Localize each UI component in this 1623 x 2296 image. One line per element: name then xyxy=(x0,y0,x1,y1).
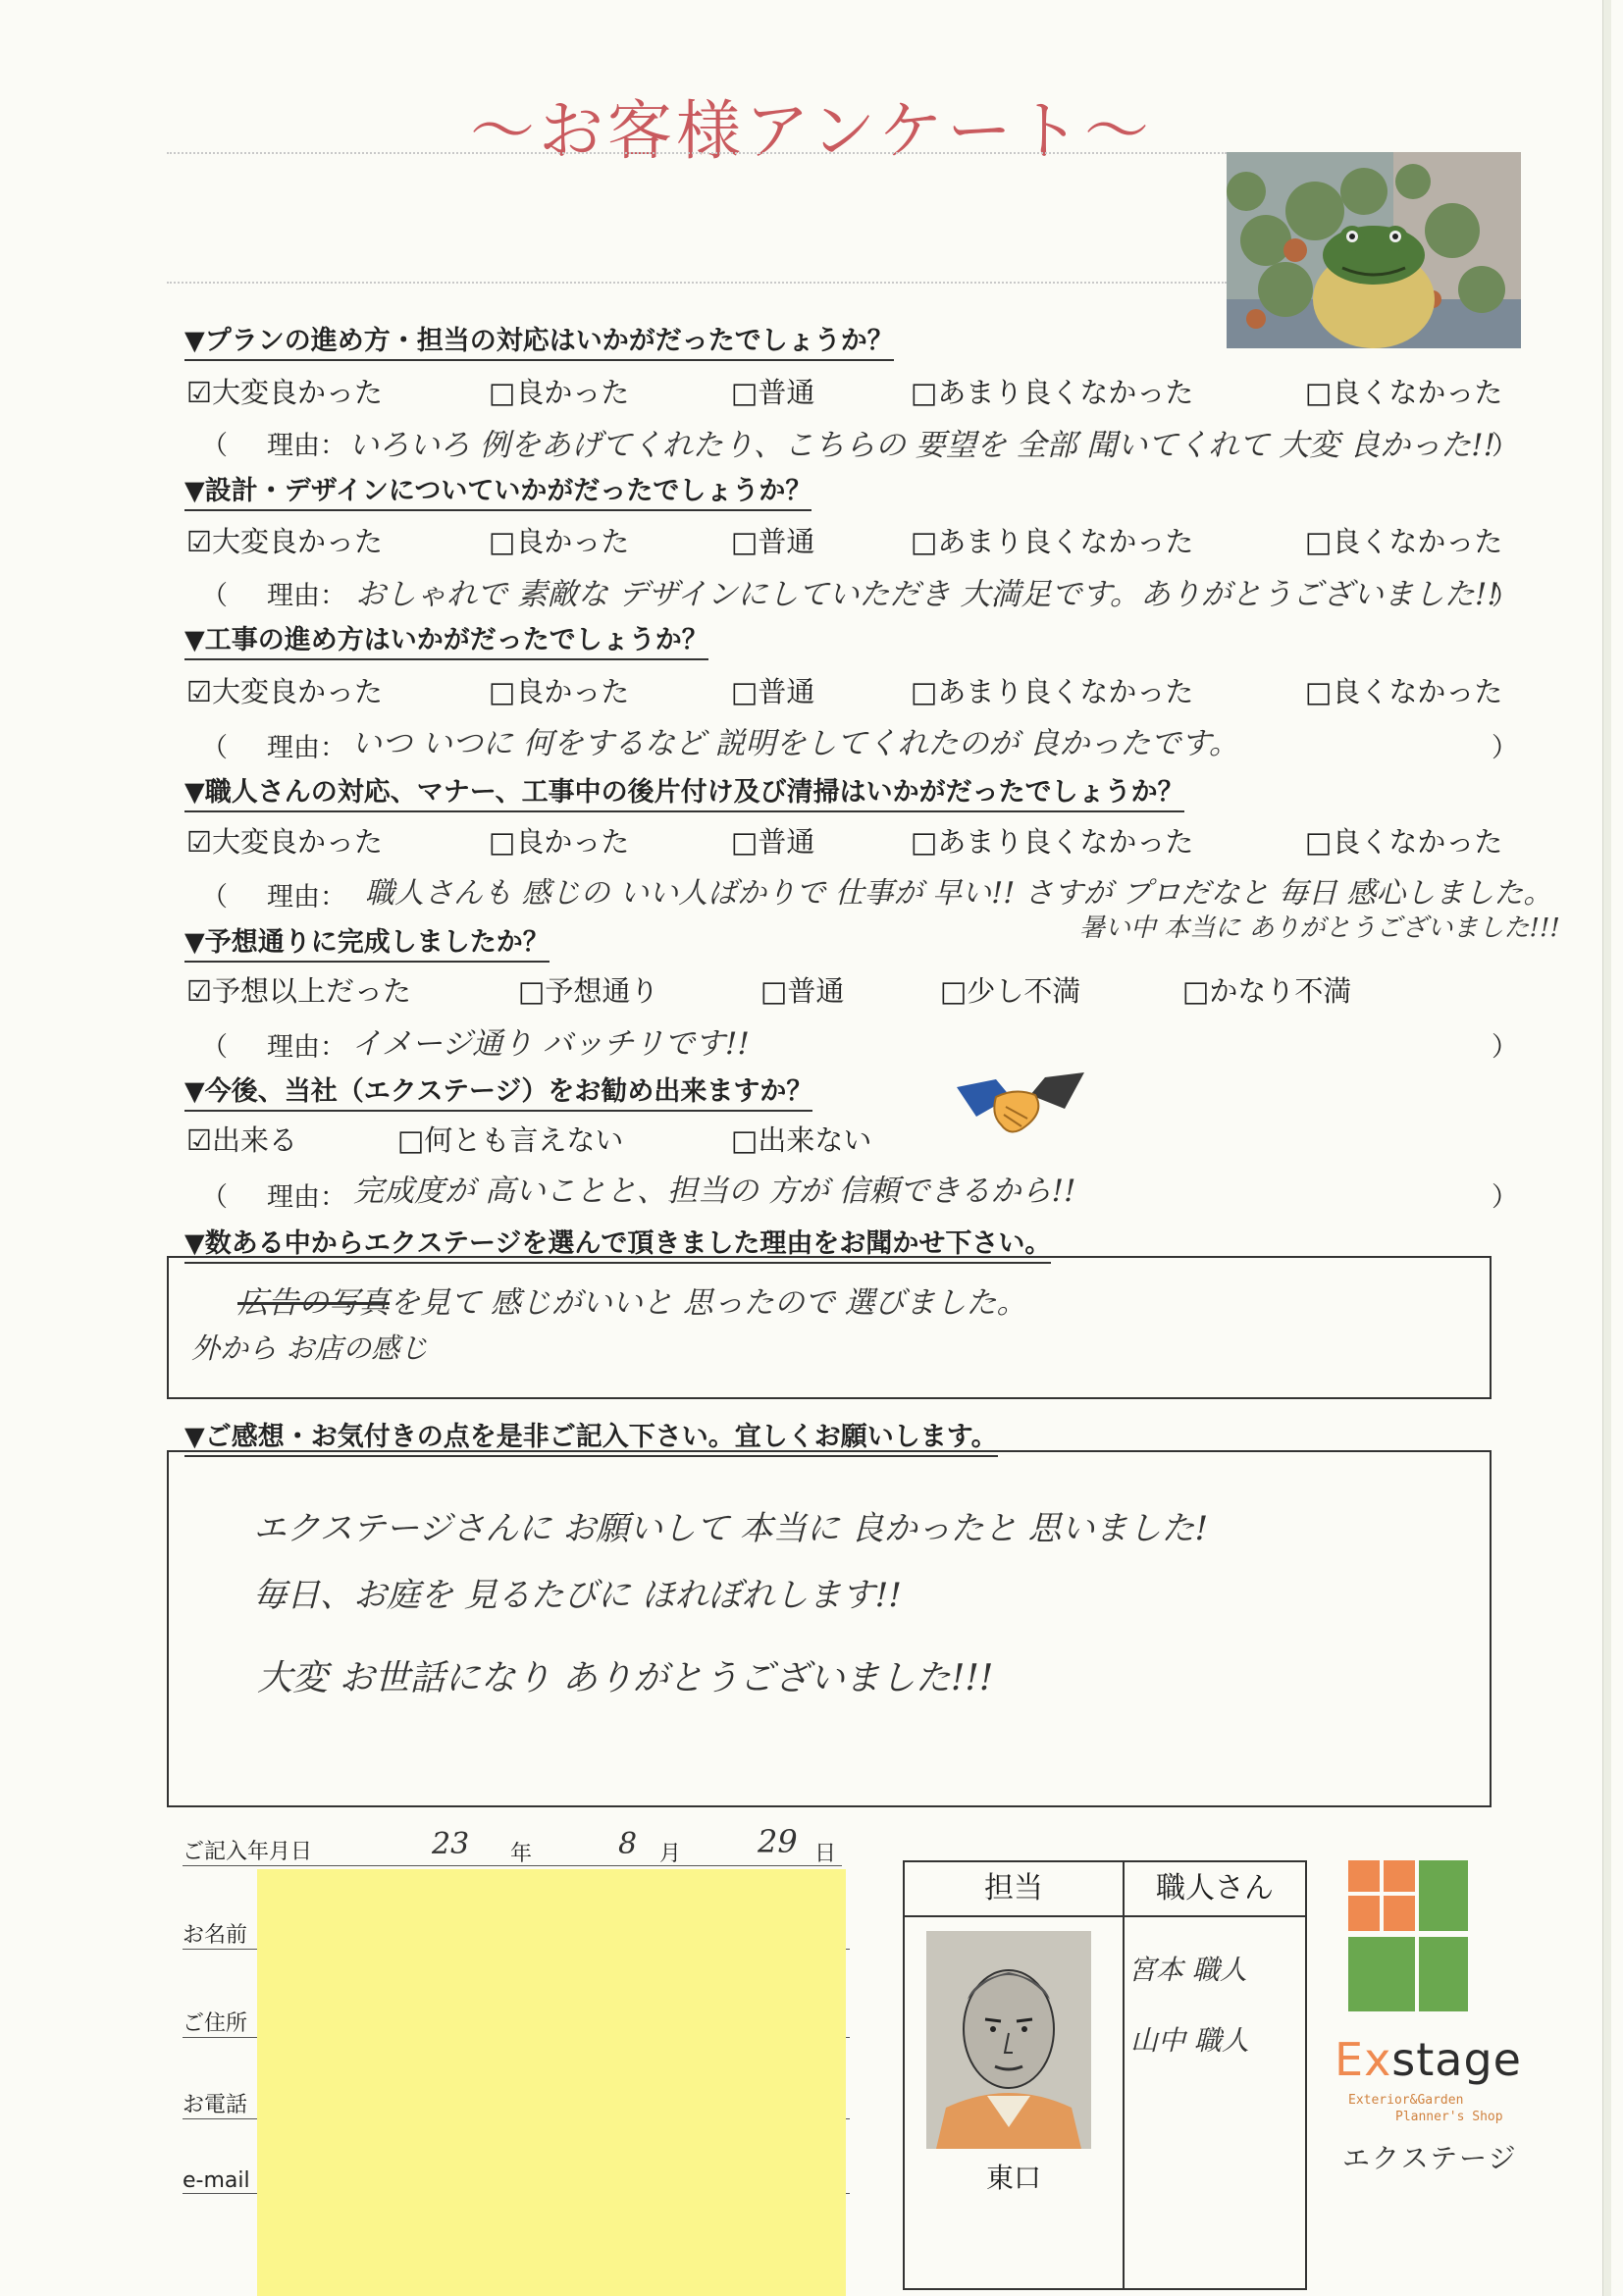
comment-line: 毎日、お庭を 見るたびに ほれぼれします!! xyxy=(253,1576,902,1615)
paren-close: ） xyxy=(1492,431,1518,461)
logo-wordmark xyxy=(1335,2033,1522,2086)
logo-sub1: Exterior&Garden xyxy=(1348,2093,1464,2108)
reason-handwritten: いろいろ 例をあげてくれたり、こちらの 要望を 全部 聞いてくれて 大変 良かった!! xyxy=(348,428,1496,463)
option-checkbox[interactable]: □良かった xyxy=(489,675,630,708)
reason-label: 理由： xyxy=(267,1032,346,1063)
field-label: e-mail xyxy=(183,2168,250,2193)
option-checkbox[interactable]: □かなり不満 xyxy=(1182,974,1352,1008)
paren-close: ） xyxy=(1492,581,1518,611)
question-craftsmen: ▼職人さんの対応、マナー、工事中の後片付け及び清掃はいかがだったでしょうか？ xyxy=(184,770,1184,812)
option-checkbox[interactable]: □良くなかった xyxy=(1305,376,1503,409)
date-month-unit: 月 xyxy=(659,1842,682,1866)
option-checkbox[interactable]: □普通 xyxy=(760,974,845,1008)
paren-close: ） xyxy=(1492,733,1518,763)
frog-succulent-photo xyxy=(1227,152,1521,348)
field-label: お名前 xyxy=(183,1923,248,1948)
option-checkbox[interactable]: □良かった xyxy=(489,825,630,859)
reason-row: （ 理由： xyxy=(201,1182,346,1213)
handshake-icon xyxy=(957,1068,1084,1146)
date-day-unit: 日 xyxy=(814,1842,837,1866)
option-checkbox[interactable]: □普通 xyxy=(731,376,815,409)
date-month-value: 8 xyxy=(618,1827,638,1861)
question-construction: ▼工事の進め方はいかがだったでしょうか？ xyxy=(184,618,708,660)
struck-text: 広告の写真 xyxy=(237,1285,390,1321)
option-checkbox[interactable]: □普通 xyxy=(731,675,815,708)
logo-ex: Ex xyxy=(1335,2033,1392,2086)
option-checkbox[interactable]: ☑出来る xyxy=(186,1123,297,1157)
reason-row: （ 理由： xyxy=(201,1032,346,1063)
date-year-value: 23 xyxy=(432,1827,470,1861)
logo-kana: エクステージ xyxy=(1342,2142,1518,2174)
reason-row: （ 理由： xyxy=(201,431,346,461)
option-checkbox[interactable]: □良くなかった xyxy=(1305,525,1503,558)
staff-table xyxy=(903,1860,1307,2290)
field-label: お電話 xyxy=(183,2093,248,2117)
question-plan: ▼プランの進め方・担当の対応はいかがだったでしょうか？ xyxy=(184,319,894,361)
option-checkbox[interactable]: □あまり良くなかった xyxy=(911,525,1194,558)
reason-label: 理由： xyxy=(267,581,346,611)
option-checkbox[interactable]: □予想通り xyxy=(518,974,659,1008)
date-year-unit: 年 xyxy=(510,1842,533,1866)
privacy-sticky-note xyxy=(257,1869,846,2296)
logo-subtitle xyxy=(1348,2092,1503,2125)
page-title: ～お客様アンケート～ xyxy=(469,93,1154,169)
staff-header-person: 担当 xyxy=(905,1862,1125,1917)
reason-handwritten-line2: 暑い中 本当に ありがとうございました!!! xyxy=(1079,913,1560,943)
choose-answer-text: を見て 感じがいいと 思ったので 選びました。 xyxy=(390,1285,1027,1321)
comment-line: エクステージさんに お願いして 本当に 良かったと 思いました! xyxy=(253,1509,1209,1548)
reason-label: 理由： xyxy=(267,733,346,763)
logo-stage: stage xyxy=(1391,2033,1522,2086)
reason-handwritten: おしゃれで 素敵な デザインにしていただき 大満足です。ありがとうございました!! xyxy=(355,577,1499,612)
option-checkbox[interactable]: □良かった xyxy=(489,525,630,558)
option-checkbox[interactable]: □何とも言えない xyxy=(397,1123,624,1157)
option-checkbox[interactable]: □普通 xyxy=(731,825,815,859)
reason-row: （ 理由： xyxy=(201,882,346,913)
person-name: 東口 xyxy=(985,2162,1041,2194)
option-checkbox[interactable]: □良くなかった xyxy=(1305,675,1503,708)
option-checkbox[interactable]: □出来ない xyxy=(731,1123,872,1157)
option-checkbox[interactable]: □あまり良くなかった xyxy=(911,825,1194,859)
option-checkbox[interactable]: ☑大変良かった xyxy=(186,675,383,708)
reason-handwritten: 完成度が 高いことと、担当の 方が 信頼できるから!! xyxy=(353,1174,1076,1209)
exstage-logo xyxy=(1335,1860,1531,2184)
option-checkbox[interactable]: ☑予想以上だった xyxy=(186,974,411,1008)
reason-row: （ 理由： xyxy=(201,581,346,611)
question-comments: ▼ご感想・お気付きの点を是非ご記入下さい。宜しくお願いします。 xyxy=(184,1415,998,1457)
reason-label: 理由： xyxy=(267,882,346,913)
person-portrait xyxy=(926,1931,1091,2149)
choose-answer-line1 xyxy=(237,1278,1027,1322)
paren-close: ） xyxy=(1492,1182,1518,1213)
option-checkbox[interactable]: □良かった xyxy=(489,376,630,409)
option-checkbox[interactable]: ☑大変良かった xyxy=(186,376,383,409)
date-label: ご記入年月日 xyxy=(183,1840,313,1864)
reason-handwritten: 職人さんも 感じの いい人ばかりで 仕事が 早い!! さすが プロだなと 毎日 感心しました。 xyxy=(365,876,1553,911)
field-label: ご住所 xyxy=(183,2011,248,2036)
staff-divider xyxy=(1123,1915,1125,2288)
reason-handwritten: イメージ通り バッチリです!! xyxy=(351,1026,750,1062)
craftsman-name: 宮本 職人 xyxy=(1128,1954,1247,1986)
question-recommend: ▼今後、当社（エクステージ）をお勧め出来ますか？ xyxy=(184,1070,812,1112)
option-checkbox[interactable]: □良くなかった xyxy=(1305,825,1503,859)
option-checkbox[interactable]: ☑大変良かった xyxy=(186,525,383,558)
date-day-value: 29 xyxy=(758,1823,798,1860)
option-checkbox[interactable]: □あまり良くなかった xyxy=(911,675,1194,708)
comment-line: 大変 お世話になり ありがとうございました!!! xyxy=(257,1658,994,1698)
reason-label: 理由： xyxy=(267,431,346,461)
option-checkbox[interactable]: □あまり良くなかった xyxy=(911,376,1194,409)
craftsman-name: 山中 職人 xyxy=(1130,2024,1249,2057)
logo-mark-icon xyxy=(1348,1860,1468,2017)
staff-header-crafts: 職人さん xyxy=(1125,1862,1305,1917)
option-checkbox[interactable]: □普通 xyxy=(731,525,815,558)
logo-sub2: Planner's Shop xyxy=(1395,2110,1503,2124)
reason-label: 理由： xyxy=(267,1182,346,1213)
reason-handwritten: いつ いつに 何をするなど 説明をしてくれたのが 良かったです。 xyxy=(351,726,1239,761)
question-choose-reason: ▼数ある中からエクステージを選んで頂きました理由をお聞かせ下さい。 xyxy=(184,1222,1051,1264)
choose-answer-line2: 外から お店の感じ xyxy=(191,1331,429,1365)
question-completion: ▼予想通りに完成しましたか？ xyxy=(184,920,550,963)
option-checkbox[interactable]: □少し不満 xyxy=(940,974,1081,1008)
reason-row: （ 理由： xyxy=(201,733,346,763)
page-edge xyxy=(1602,0,1611,2296)
option-checkbox[interactable]: ☑大変良かった xyxy=(186,825,383,859)
question-design: ▼設計・デザインについていかがだったでしょうか？ xyxy=(184,469,812,511)
dotted-area xyxy=(167,152,1227,284)
paren-close: ） xyxy=(1492,1032,1518,1063)
